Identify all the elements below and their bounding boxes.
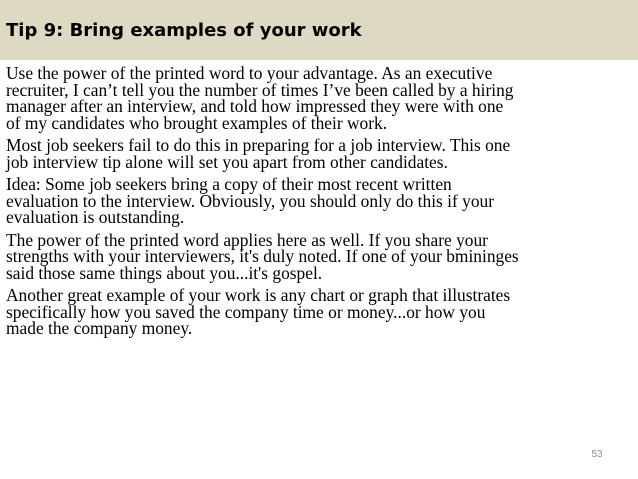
title-bar	[0, 0, 638, 60]
text-line: Use the power of the printed word to your advantage. As an executive	[6, 63, 493, 83]
paragraph-power-of-printed-word	[6, 65, 634, 131]
text-line: of my candidates who brought examples of their work.	[6, 112, 388, 133]
paragraph-share-strengths	[6, 229, 634, 283]
text-line: Idea: Some job seekers bring a copy of their most recent written	[6, 174, 452, 194]
text-line: specifically how you saved the company time or money...or how you	[6, 301, 486, 322]
paragraph-chart-or-graph	[6, 287, 634, 337]
text-line: strengths with your interviewers, it's duly noted. If one of your bmininges	[6, 246, 519, 266]
paragraph-job-seekers-fail	[6, 137, 634, 170]
paragraph-idea-evaluation	[6, 176, 634, 226]
text-line: manager after an interview, and told how impressed they were with one	[6, 96, 504, 116]
text-line: made the company money.	[6, 318, 193, 338]
slide-body	[6, 65, 634, 343]
text-line: Most job seekers fail to do this in preparing for a job interview. This one	[6, 135, 511, 155]
slide-title: Tip 9: Bring examples of your work	[6, 20, 362, 41]
text-line: job interview tip alone will set you apart from other candidates.	[6, 151, 448, 172]
text-line: recruiter, I can’t tell you the number of times I’ve been called by a hiring	[6, 79, 514, 100]
page-number: 53	[591, 449, 603, 460]
text-line: Another great example of your work is any chart or graph that illustrates	[6, 285, 511, 305]
text-line: evaluation to the interview. Obviously, you should only do this if your	[6, 190, 495, 211]
text-line: The power of the printed word applies here as well. If you share your	[6, 229, 488, 250]
text-line: evaluation is outstanding.	[6, 207, 185, 227]
text-line: said those same things about you...it's gospel.	[6, 262, 323, 283]
